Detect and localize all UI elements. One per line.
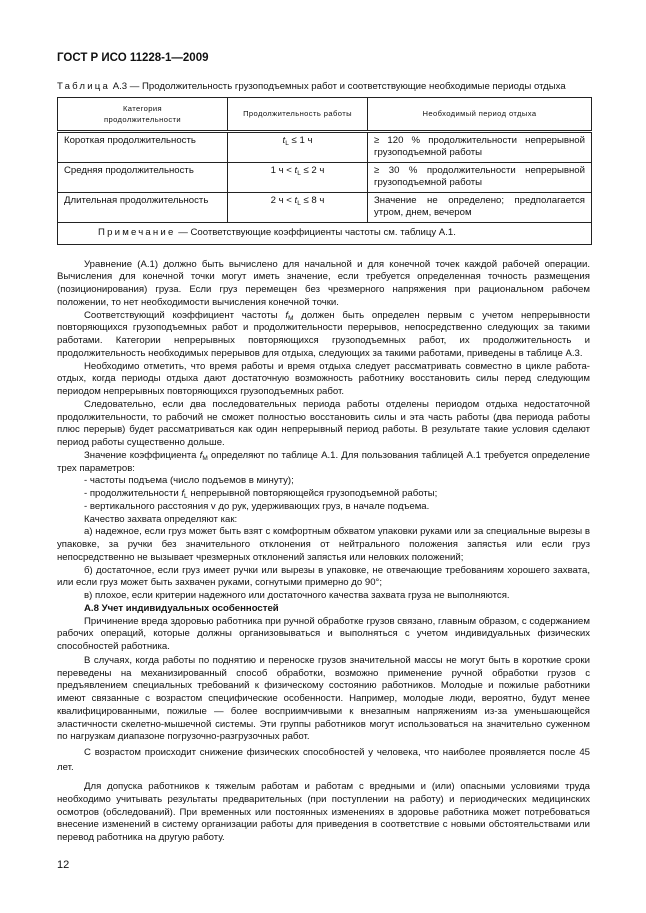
page-number: 12 [57, 858, 70, 871]
list-item: б) достаточное, если груз имеет ручки или вырезы в упаковке, не отвечающие требованиям хорошего захвата, или если груз может быть захвачен руками, согнутыми примерно до 90°; [57, 564, 590, 589]
duration-cell: $t_L \le 1$ ч [228, 131, 368, 162]
category-cell: Короткая продолжительность [58, 131, 228, 162]
paragraph: Для допуска работников к тяжелым работам и работам с вредными и (или) опасными условиями труда необходимо учитывать результаты предварительных (при поступлении на работу) и периодических медицинских осмотров (обследований). При временных или постоянных изменениях в здоровье работника может потребоваться внесение изменений в систему организации работы для приведения в соответствие с новыми обстоятельствами или перевод работника на другую работу. [57, 781, 590, 843]
paragraph: Причинение вреда здоровью работника при ручной обработке грузов связано, главным образом, с содержанием рабочих операций, которые должны организовываться и выполняться с учетом индивидуальных физических способностей работника. [57, 615, 590, 652]
category-cell: Средняя продолжительность [58, 162, 228, 192]
list-item: - продолжительности $f_L$ непрерывной повторяющейся грузоподъемной работы; [84, 488, 438, 500]
paragraph: Качество захвата определяют как: [84, 513, 238, 525]
duration-cell: 2 $ч < t_L \le 8$ ч [228, 192, 368, 222]
paragraph: Соответствующий коэффициент частоты $f_M$ должен быть определен первым с учетом непрерывности повторяющихся грузоподъемных работ и продолжительности перерывов, непосредственно следующих за такими работами. Категории непрерывных повторяющихся грузоподъемных работ, их продолжительность и продолжительность необходимых перерывов для отдыха, следующих за такими работами, приведены в таблице А.3. [57, 309, 590, 359]
table-caption-text: А.3 — Продолжительность грузоподъемных работ и соответствующие необходимые периоды отдыха [112, 81, 566, 92]
duration-cell: 1 $ч < t_L \le 2$ ч [228, 162, 368, 192]
paragraph: Необходимо отметить, что время работы и время отдыха следует рассматривать совместно в цикле работа-отдых, когда периоды отдыха дают достаточную возможность работнику восстановить силы перед следующим периодом непрерывных повторяющихся грузоподъемных работ. [57, 360, 590, 397]
body-text [57, 259, 590, 845]
table-caption-label: Таблица [57, 81, 111, 92]
category-cell: Длительная продолжительность [58, 192, 228, 222]
paragraph: Значение коэффициента $f_M$ определяют по таблице А.1. Для пользования таблицей А.1 требуется определение трех параметров: [57, 449, 590, 474]
rest-periods-table [57, 97, 592, 245]
document-header: ГОСТ Р ИСО 11228-1—2009 [57, 52, 209, 64]
table-row [58, 131, 592, 162]
table-caption [57, 81, 590, 94]
table-header-row [58, 97, 592, 131]
table-note-row [58, 222, 592, 244]
paragraph: Следовательно, если два последовательных периода работы отделены периодом отдыха недостаточной продолжительности, то рабочий не сможет полностью восстановить силы и эта часть работы (два периода работы плюс перерыв) будет рассматриваться как один непрерывный период работы. В результате такие условия сделают период работы существенно дольше. [57, 398, 590, 448]
list-item: - частоты подъема (число подъемов в минуту); [84, 475, 294, 487]
paragraph: С возрастом происходит снижение физических способностей у человека, что наиболее проявляется после 45 лет. [57, 747, 590, 773]
list-item: а) надежное, если груз может быть взят с комфортным обхватом упаковки руками или за специальные вырезы в упаковке, за ручки без значительного отклонения от нейтрального положения запястья или если груз непосредственно не вызывает чрезмерных отклонений запястья или неловких положений; [57, 526, 590, 563]
list-item: в) плохое, если критерии надежного или достаточного качества захвата груза не выполняются. [84, 590, 510, 601]
paragraph: В случаях, когда работы по поднятию и переноске грузов значительной массы не могут быть в короткие сроки переведены на механизированный способ обработки, возможно применение ручной обработки грузов с предъявлением специальных требований к физическому состоянию работников. Молодые и пожилые работники имеют связанные с возрастом специфические особенности. Например, молодые люди, вероятно, будут менее квалифицированными, пожилые — более восприимчивыми к внезапным напряжениям из-за уменьшающейся эластичности скелетно-мышечной системы. Эти группы работников могут использоваться на значительно суженном по нагрузкам диапазоне погрузочно-разгрузочных работ. [57, 654, 590, 743]
column-header: Продолжительность работы [228, 97, 368, 131]
section-heading: А.8 Учет индивидуальных особенностей [84, 602, 279, 614]
table-row [58, 192, 592, 222]
rest-cell: ≥ 120 % продолжительности непрерывной грузоподъемной работы [368, 131, 592, 162]
paragraph: Уравнение (А.1) должно быть вычислено для начальной и для конечной точек каждой рабочей операции. Вычисления для конечной точки могут иметь значение, если требуется определенная точность размещения (позиционирования) груза. Если груз перемещен без чрезмерного напряжения при рациональном рабочем положении, то нет необходимости вычисления конечной точки. [57, 258, 590, 308]
table-row [58, 162, 592, 192]
list-item: - вертикального расстояния v до рук, удерживающих груз, в начале подъема. [84, 500, 430, 512]
column-header: Необходимый период отдыха [368, 97, 592, 131]
column-header: Категория продолжительности [58, 97, 228, 131]
table-note: Примечание — Соответствующие коэффициенты частоты см. таблицу А.1. [58, 222, 592, 244]
rest-cell: Значение не определено; предполагается утром, днем, вечером [368, 192, 592, 222]
rest-cell: ≥ 30 % продолжительности непрерывной грузоподъемной работы [368, 162, 592, 192]
